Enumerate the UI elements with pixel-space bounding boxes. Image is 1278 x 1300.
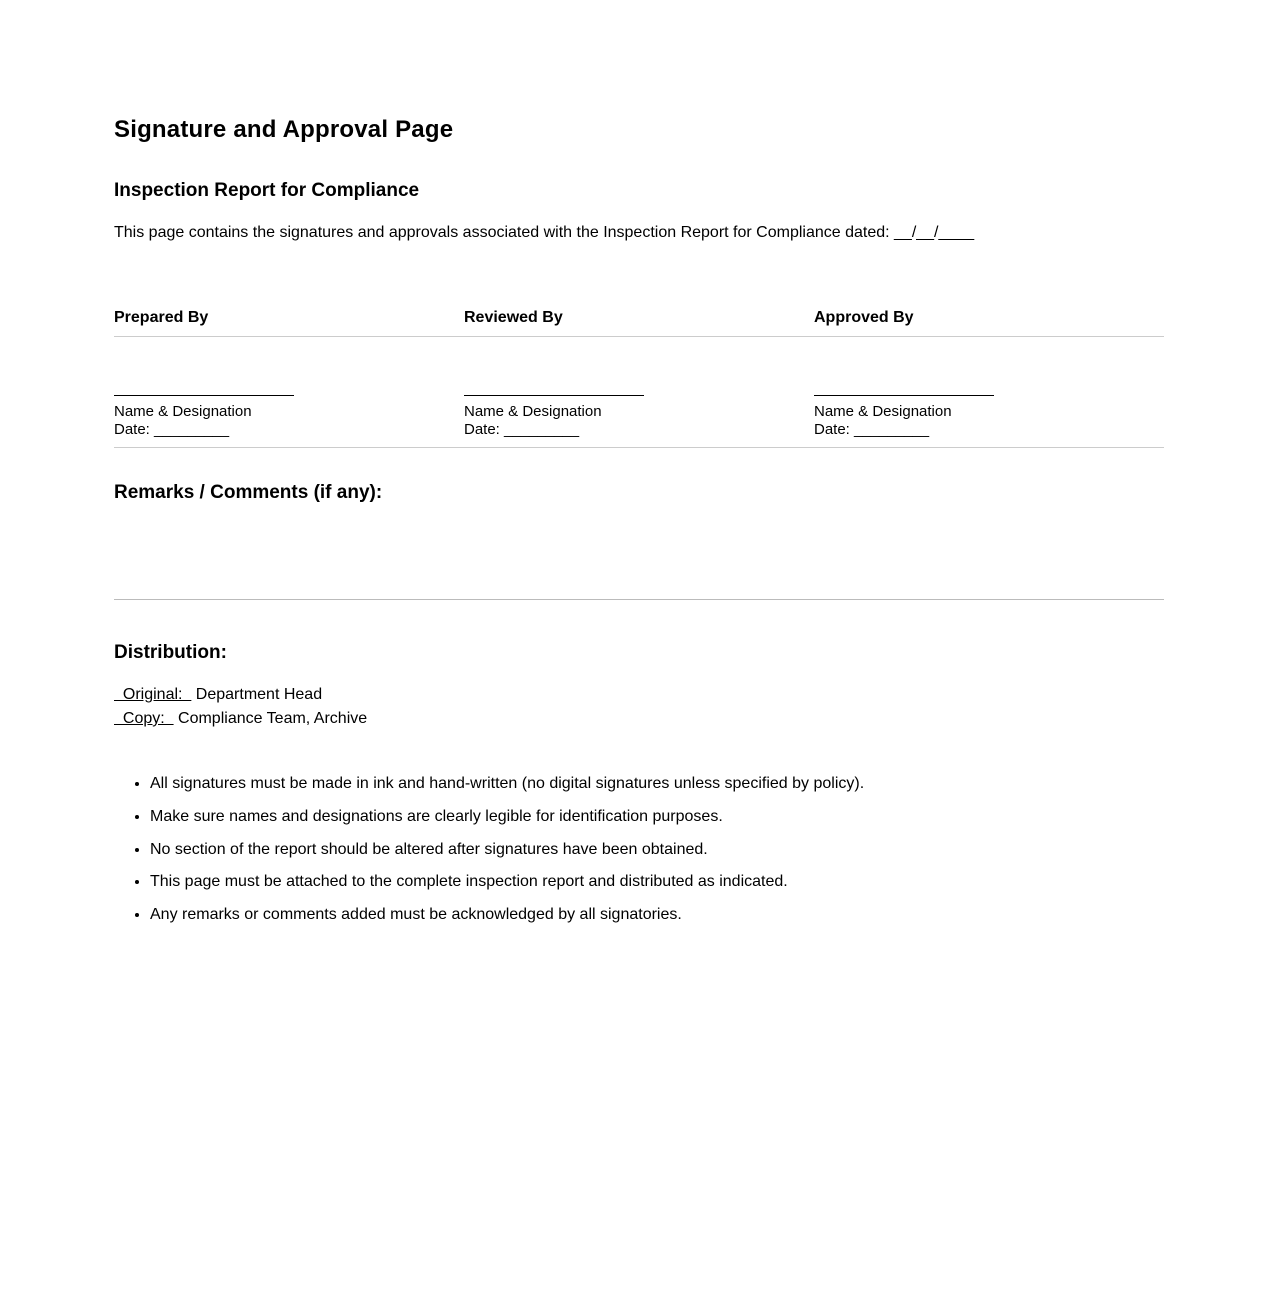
remarks-area xyxy=(114,520,1164,600)
note-item: • All signatures must be made in ink and hand-written (no digital signatures unless specified by policy). xyxy=(150,770,864,803)
page-title: Signature and Approval Page xyxy=(114,116,454,143)
distribution-copy-value: Compliance Team, Archive xyxy=(173,710,368,727)
distribution-copy-label: Copy: xyxy=(114,710,174,727)
signature-body-row xyxy=(114,337,1164,448)
approved-by-date-label: Date: _________ xyxy=(814,421,930,438)
reviewed-by-signature-line xyxy=(464,395,644,396)
report-subtitle: Inspection Report for Compliance xyxy=(114,180,420,201)
prepared-by-date-label: Date: _________ xyxy=(114,421,230,438)
note-item: • No section of the report should be altered after signatures have been obtained. xyxy=(150,836,864,869)
reviewed-by-signature-block xyxy=(464,337,814,447)
notes-list xyxy=(114,770,864,934)
note-item: • Any remarks or comments added must be acknowledged by all signatories. xyxy=(150,901,864,934)
signature-header-row xyxy=(114,309,1164,337)
prepared-by-name-label: Name & Designation xyxy=(114,403,252,420)
approved-by-header: Approved By xyxy=(814,309,914,326)
note-item: • Make sure names and designations are clearly legible for identification purposes. xyxy=(150,803,864,836)
distribution-copy xyxy=(114,710,367,728)
intro-text: This page contains the signatures and approvals associated with the Inspection Report for Compliance dated: __/__/____ xyxy=(114,224,975,241)
reviewed-by-name-label: Name & Designation xyxy=(464,403,602,420)
prepared-by-header: Prepared By xyxy=(114,309,209,326)
reviewed-by-header: Reviewed By xyxy=(464,309,563,326)
note-item: • This page must be attached to the complete inspection report and distributed as indicated. xyxy=(150,868,864,901)
remarks-heading: Remarks / Comments (if any): xyxy=(114,482,383,503)
reviewed-by-date-label: Date: _________ xyxy=(464,421,580,438)
prepared-by-signature-block xyxy=(114,337,464,447)
distribution-original-value: Department Head xyxy=(191,686,323,703)
approved-by-signature-line xyxy=(814,395,994,396)
approved-by-signature-block xyxy=(814,337,1164,447)
distribution-heading: Distribution: xyxy=(114,642,227,663)
approved-by-name-label: Name & Designation xyxy=(814,403,952,420)
prepared-by-signature-line xyxy=(114,395,294,396)
distribution-original xyxy=(114,686,322,704)
distribution-original-label: Original: xyxy=(114,686,192,703)
